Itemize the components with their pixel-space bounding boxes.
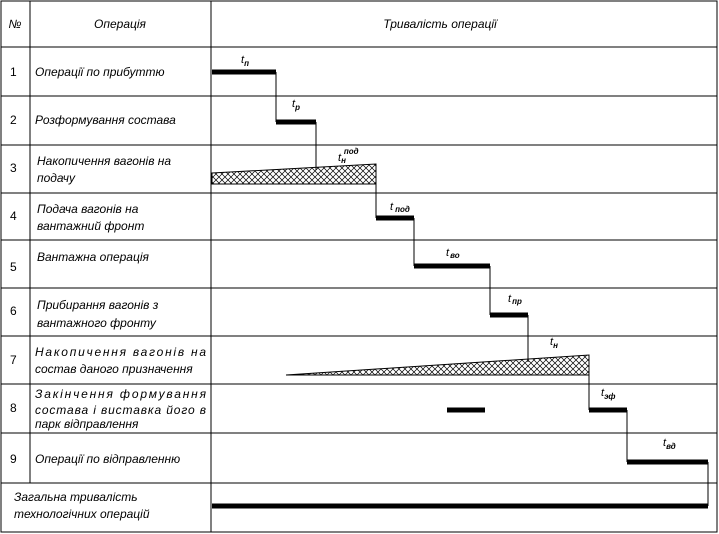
total-label: технологічних операцій (14, 507, 150, 521)
header-number: № (8, 17, 22, 31)
row-number: 6 (10, 304, 17, 318)
operation-label: Прибирання вагонів з (37, 298, 159, 312)
time-label-removal: tпр (508, 293, 522, 306)
operation-label: состава і виставка його в (35, 403, 206, 417)
operation-label: вантажний фронт (37, 219, 145, 233)
operation-label: Операції по прибуттю (35, 65, 165, 79)
row-number: 8 (10, 401, 17, 415)
time-label-arrival: $t_п$ (241, 54, 249, 68)
time-label-accumulation-train: $t_н$ (550, 336, 558, 350)
operation-label: Закінчення формування (35, 387, 206, 401)
accumulation-wedge-train (286, 355, 589, 375)
operation-label: Подача вагонів на (37, 202, 139, 216)
header-operation: Операція (94, 17, 146, 31)
operation-label: Накопичення вагонів на (35, 345, 206, 359)
total-label: Загальна тривалість (14, 490, 138, 504)
accumulation-wedge-feeding (212, 164, 376, 184)
time-label-loading: tво (446, 247, 460, 260)
row-number: 7 (10, 353, 17, 367)
operation-label: Вантажна операція (37, 250, 149, 264)
time-label-formation: $t_{эф}$ (601, 387, 616, 401)
operation-label: состав даного призначення (35, 362, 193, 376)
row-number: 9 (10, 452, 17, 466)
header-duration: Тривалість операції (383, 17, 497, 31)
operation-label: Накопичення вагонів на (37, 154, 172, 168)
operation-label: вантажного фронту (37, 316, 156, 330)
row-number: 1 (10, 65, 17, 79)
time-label-disbanding: $t_р$ (292, 98, 300, 112)
operation-label: парк відправлення (35, 417, 139, 431)
time-label-accumulation-feeding: tнпод (338, 147, 359, 165)
row-number: 2 (10, 113, 17, 127)
operation-label: Розформування состава (35, 113, 176, 127)
step-connectors (276, 72, 708, 506)
time-label-feeding: t под (390, 201, 410, 214)
time-label-departure: $t_{вд}$ (663, 437, 676, 451)
row-number: 3 (10, 161, 17, 175)
operation-label: Операції по відправленню (35, 452, 181, 466)
row-number: 5 (10, 260, 17, 274)
row-number: 4 (10, 209, 17, 223)
operation-label: подачу (37, 171, 75, 185)
